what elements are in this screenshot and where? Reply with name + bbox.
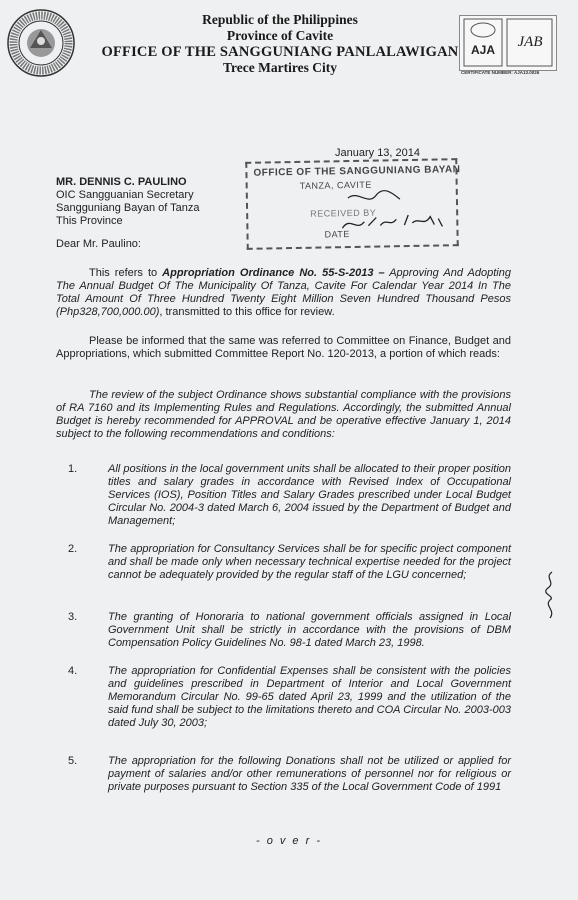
p3-text: The review of the subject Ordinance shows substantial compliance with the provisions of RA 7160 and its Implementing Rules and Regulations. Accordingly, the submitted Annual Budget is hereby recommended for APPROVAL and be operative effective January 1, 2014 subject to the following recommendations and conditions: (56, 389, 511, 440)
p1-lead: This refers to (89, 267, 163, 279)
letterhead (100, 12, 460, 76)
letterhead-province: Province of Cavite (226, 28, 334, 43)
certification-logos (459, 15, 557, 71)
list-item-number: 3. (68, 611, 78, 623)
letterhead-republic: Republic of the Philippines (202, 12, 358, 27)
stamp-date-label: DATE (324, 229, 350, 240)
list-item-text: The appropriation for the following Donations shall not be utilized or applied for payment of salaries and/or other remunerations of personnel nor for religious or private purposes pursuant to Section 335 of the Local Government Code of 1991 (108, 755, 511, 793)
margin-initials (540, 570, 562, 620)
addressee-location: This Province (56, 215, 123, 227)
list-item-text: All positions in the local government units shall be allocated to their proper position titles and salary grades in accordance with Revised Index of Occupational Services (IOS), Position Titles and Salary Grades prescribed under Local Budget Circular No. 2004-3 dated March 6, 2004 issued by the Department of Budget and Management; (108, 463, 511, 527)
letterhead-city: Trece Martires City (223, 60, 337, 75)
list-item (68, 611, 511, 650)
list-item (68, 463, 511, 528)
footer-over: - o v e r - (255, 835, 322, 847)
ordinance-subject: Approving And Adopting The Annual Budget Of The Municipality Of Tanza, Cavite For Calendar Year 2014 In The Total Amount Of Three Hundred Twenty Eight Million Seven Hundred Thousand Pesos (Php328,700,000.00) (56, 267, 511, 318)
addressee-block (56, 176, 200, 228)
paragraph-committee (56, 335, 511, 361)
paragraph-reference (56, 267, 511, 319)
certification-logo-icon (460, 16, 556, 70)
addressee-office: Sangguniang Bayan of Tanza (56, 202, 200, 214)
ordinance-number: Appropriation Ordinance No. 55-S-2013 – (162, 267, 385, 279)
stamp-office: OFFICE OF THE SANGGUNIANG BAYAN (253, 164, 461, 179)
list-item (68, 543, 511, 582)
list-item-number: 1. (68, 463, 78, 475)
list-item (68, 665, 511, 730)
list-item-text: The appropriation for Confidential Expenses shall be consistent with the policies and guidelines prescribed in Department of Interior and Local Government Memorandum Circular No. 99-65 dated April 23, 1999 and the utilization of the said fund shall be subject to the limitations thereto and COA Circular No. 2003-003 dated July 30, 2003; (108, 665, 511, 729)
list-item-number: 4. (68, 665, 78, 677)
list-item (68, 755, 511, 794)
svg-text:JAB: JAB (517, 34, 543, 50)
addressee-title: OIC Sangguanian Secretary (56, 189, 194, 201)
p1-tail: , transmitted to this office for review. (159, 306, 335, 318)
stamp-location: TANZA, CAVITE (299, 179, 372, 191)
list-item-text: The granting of Honoraria to national government officials assigned in Local Government Unit shall be strictly in accordance with the provisions of DBM Compensation Policy Guidelines No. 98-1 dated March 23, 1998. (108, 611, 511, 649)
letter-date: January 13, 2014 (335, 147, 421, 159)
list-item-number: 2. (68, 543, 78, 555)
svg-text:AJA: AJA (470, 43, 496, 57)
p2-text: Please be informed that the same was referred to Committee on Finance, Budget and Appropriations, which submitted Committee Report No. 120-2013, a portion of which reads: (56, 335, 511, 360)
handwritten-signature (338, 186, 449, 238)
certificate-number: CERTIFICATE NUMBER: AJA13.0026 (461, 70, 540, 75)
list-item-number: 5. (68, 755, 78, 767)
received-stamp (245, 158, 459, 250)
list-item-text: The appropriation for Consultancy Services shall be for specific project component and shall be made only when necessary technical expertise needed for the project cannot be adequately provided by the regular staff of the LGU concerned; (108, 543, 511, 581)
addressee-name: MR. DENNIS C. PAULINO (56, 176, 187, 188)
letterhead-office: OFFICE OF THE SANGGUNIANG PANLALAWIGAN (101, 44, 459, 60)
paragraph-review (56, 389, 511, 441)
provincial-seal-icon (6, 8, 76, 78)
salutation: Dear Mr. Paulino: (56, 238, 141, 250)
stamp-received-by: RECEIVED BY (310, 207, 377, 219)
